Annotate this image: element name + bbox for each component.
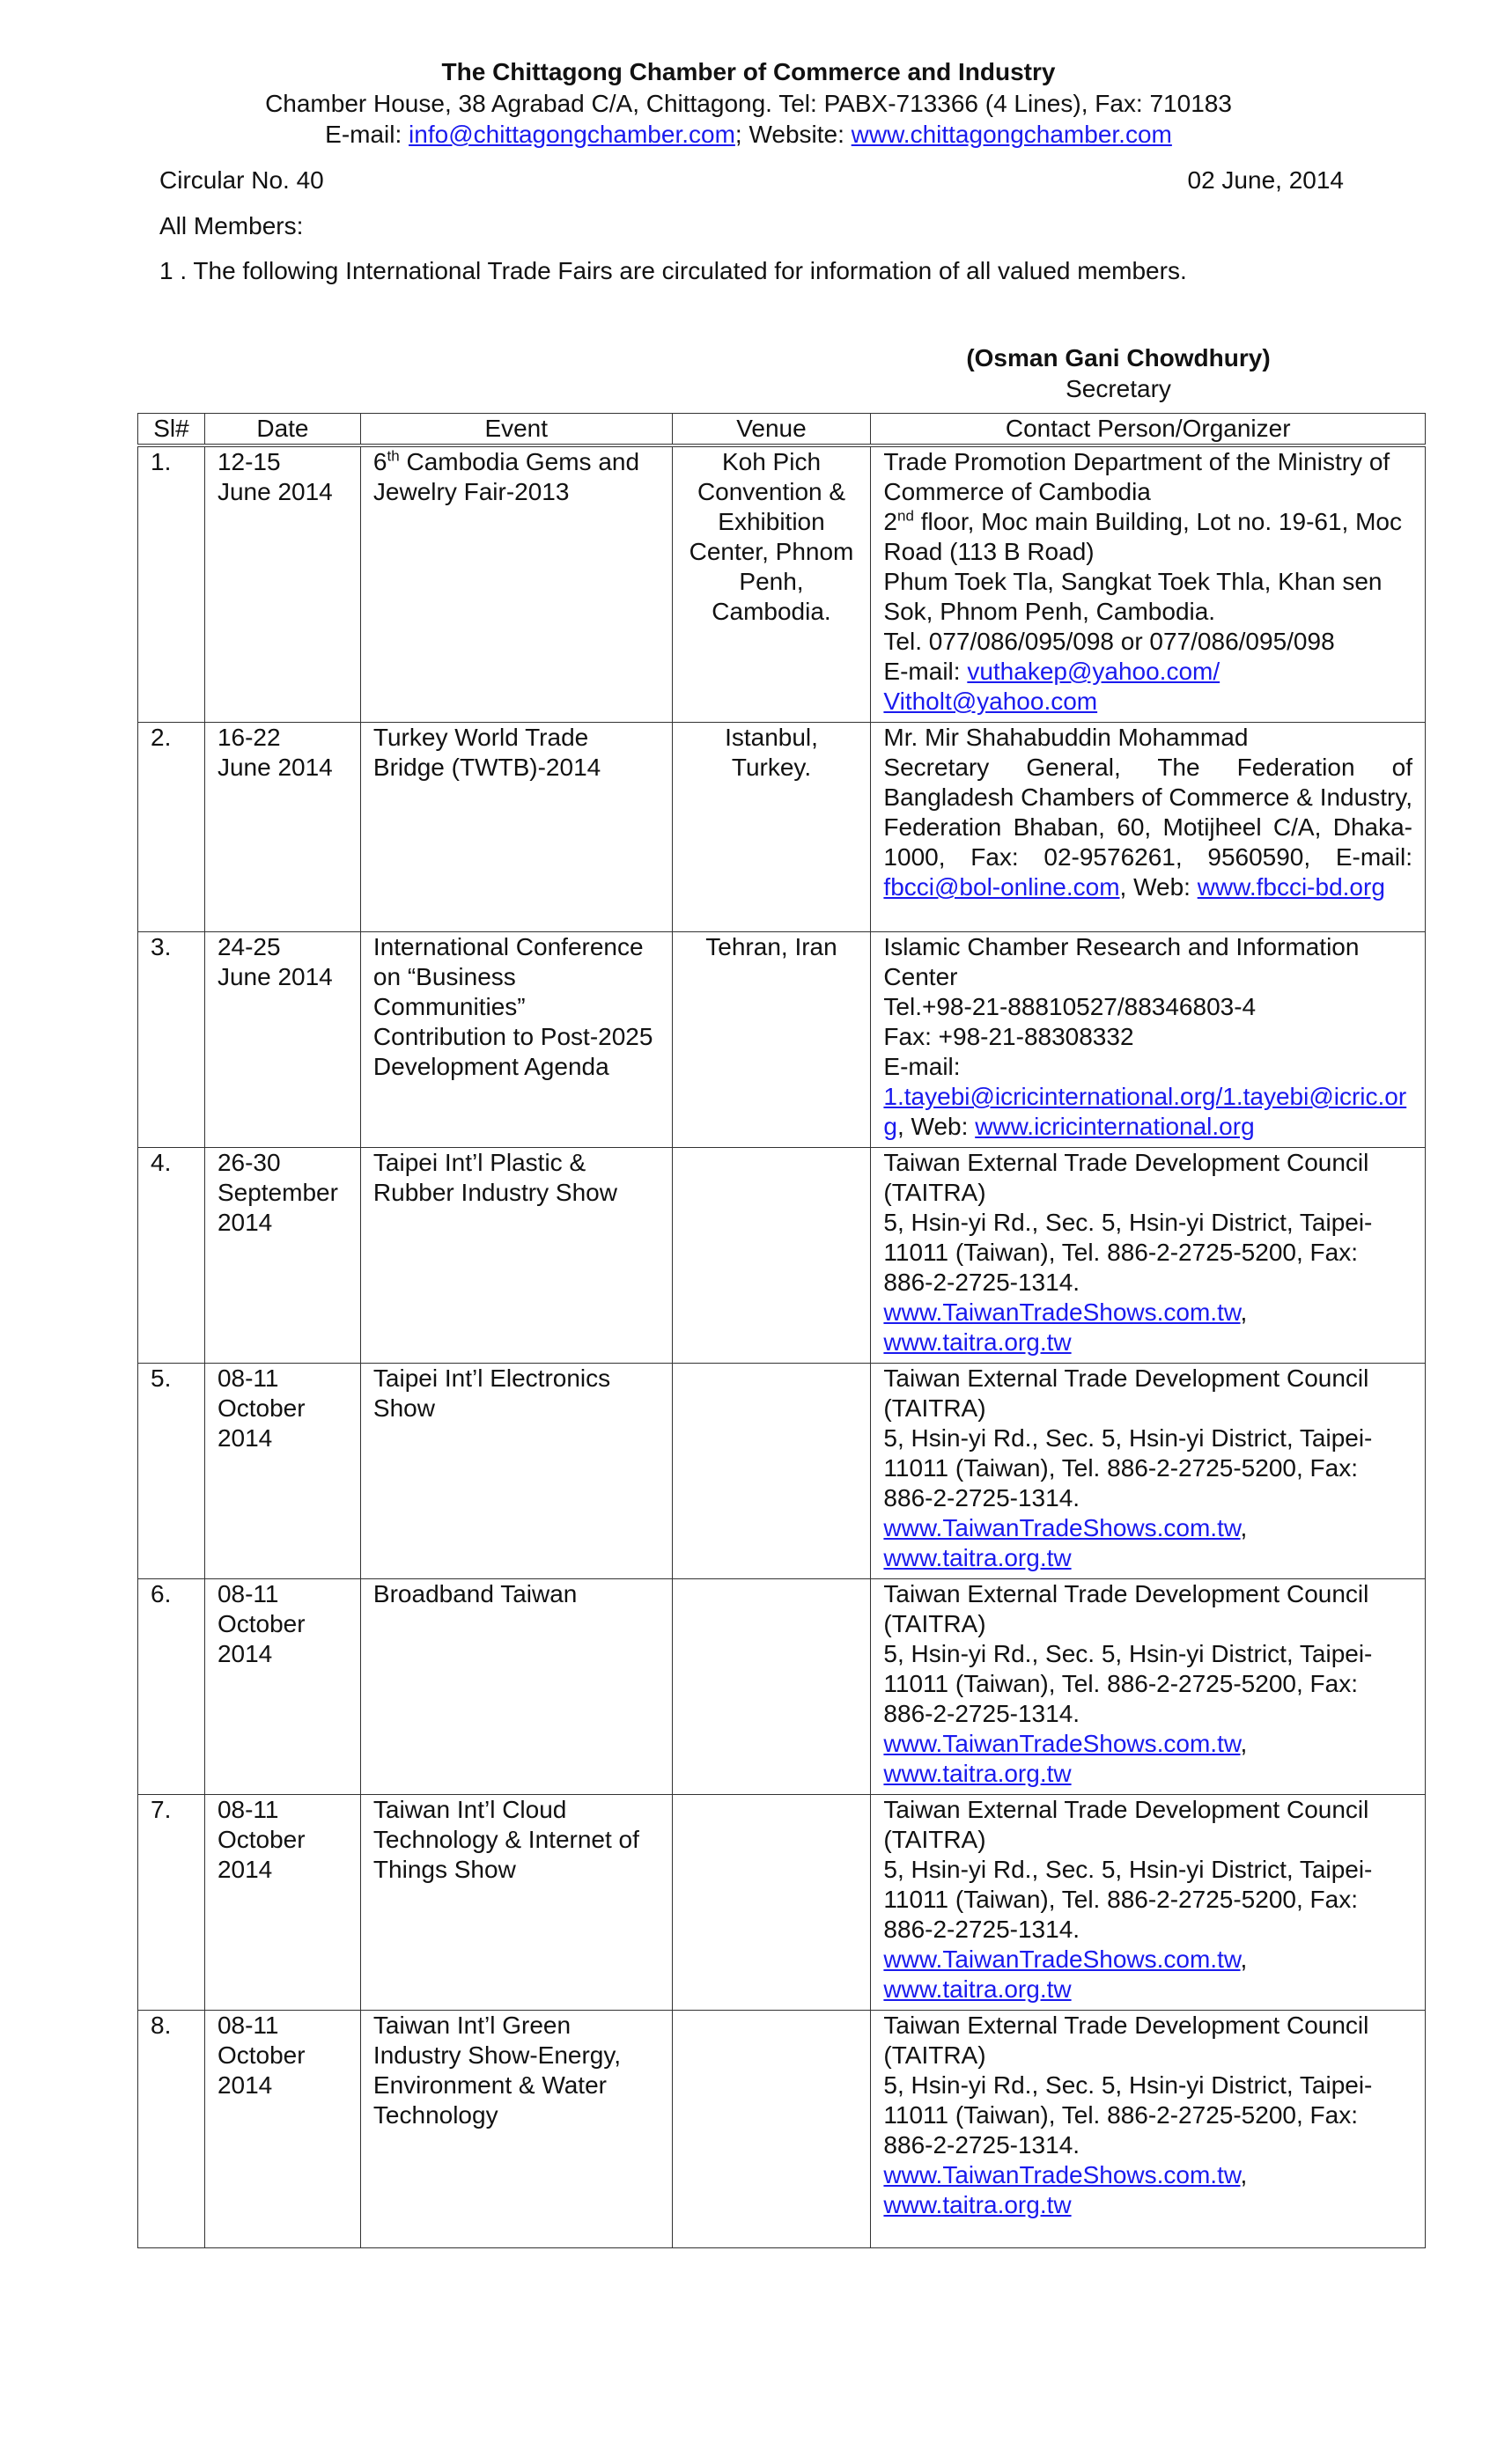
date-range: 26-30 <box>217 1149 281 1176</box>
date-month: June 2014 <box>217 963 333 990</box>
cell-event: Taiwan Int’l Cloud Technology & Internet of Things Show <box>360 1795 672 2011</box>
web-label: , Web: <box>1119 873 1198 901</box>
date-range: 08-11 <box>217 2012 279 2039</box>
cell-contact <box>871 723 1426 932</box>
header-event: Event <box>360 414 672 446</box>
cell-date <box>204 932 360 1148</box>
table-row <box>138 445 1426 723</box>
cell-contact <box>871 445 1426 723</box>
contact-web-link[interactable]: www.icricinternational.org <box>975 1113 1255 1140</box>
contact-web-link[interactable]: www.TaiwanTradeShows.com.tw <box>883 1945 1241 1973</box>
cell-date <box>204 1364 360 1579</box>
date-range: 08-11 <box>217 1580 279 1607</box>
contact-web-line-2 <box>883 2190 1412 2220</box>
cell-venue: Istanbul, Turkey. <box>672 723 871 932</box>
signatory-name: (Osman Gani Chowdhury) <box>966 344 1271 371</box>
web-label: , Web: <box>897 1113 976 1140</box>
cell-venue <box>672 2011 871 2248</box>
contact-org: Taiwan External Trade Development Council (TAITRA) <box>883 1149 1369 1206</box>
cell-event: Taiwan Int’l Green Industry Show-Energy, Environment & Water Technology <box>360 2011 672 2248</box>
date-month: June 2014 <box>217 478 333 505</box>
contact-web-line <box>883 2160 1412 2190</box>
contact-web-link[interactable]: www.TaiwanTradeShows.com.tw <box>883 1514 1241 1541</box>
table-row <box>138 1148 1426 1364</box>
cell-date <box>204 1579 360 1795</box>
signatory-title: Secretary <box>1066 375 1171 402</box>
contact-web-line <box>883 1729 1412 1759</box>
contact-address: 5, Hsin-yi Rd., Sec. 5, Hsin-yi District, Taipei-11011 (Taiwan), Tel. 886-2-2725-5200, Fax: 886-2-2725-1314. <box>883 1209 1373 1296</box>
contact-web-link[interactable]: www.taitra.org.tw <box>883 1328 1072 1356</box>
org-contact-line <box>0 121 1497 149</box>
org-email-link[interactable]: info@chittagongchamber.com <box>409 121 735 148</box>
cell-date <box>204 723 360 932</box>
date-month: October <box>217 1610 306 1637</box>
date-year: 2014 <box>217 1424 273 1452</box>
contact-org: Trade Promotion Department of the Ministry of Commerce of Cambodia <box>883 448 1390 505</box>
cell-contact <box>871 1795 1426 2011</box>
contact-address: 5, Hsin-yi Rd., Sec. 5, Hsin-yi District, Taipei-11011 (Taiwan), Tel. 886-2-2725-5200, Fax: 886-2-2725-1314. <box>883 1640 1373 1727</box>
contact-floor <box>883 507 1412 567</box>
cell-sl: 3. <box>138 932 205 1148</box>
email-label: E-mail: <box>883 658 968 685</box>
salutation: All Members: <box>159 212 304 239</box>
cell-sl: 7. <box>138 1795 205 2011</box>
contact-address: 5, Hsin-yi Rd., Sec. 5, Hsin-yi District, Taipei-11011 (Taiwan), Tel. 886-2-2725-5200, Fax: 886-2-2725-1314. <box>883 1856 1373 1943</box>
date-year: 2014 <box>217 2071 273 2099</box>
contact-web-line-2 <box>883 1543 1412 1573</box>
cell-sl: 1. <box>138 445 205 723</box>
cell-contact <box>871 1579 1426 1795</box>
contact-email-link[interactable]: fbcci@bol-online.com <box>883 873 1120 901</box>
cell-venue: Tehran, Iran <box>672 932 871 1148</box>
event-ordinal: 6 <box>372 448 387 475</box>
contact-web-link[interactable]: www.taitra.org.tw <box>883 1760 1072 1787</box>
contact-web-link[interactable]: www.fbcci-bd.org <box>1197 873 1385 901</box>
contact-email-link[interactable]: 1.tayebi@icricinternational.org/1.tayebi@icric.org <box>883 1083 1407 1140</box>
email-label: E-mail: <box>325 121 409 148</box>
web-separator: , <box>1240 2161 1248 2188</box>
table-row <box>138 2011 1426 2248</box>
cell-sl: 2. <box>138 723 205 932</box>
contact-web-link[interactable]: www.taitra.org.tw <box>883 1975 1072 2003</box>
header-date: Date <box>204 414 360 446</box>
cell-event: Taipei Int’l Electronics Show <box>360 1364 672 1579</box>
floor-number: 2 <box>883 508 897 535</box>
contact-address: Phum Toek Tla, Sangkat Toek Thla, Khan sen Sok, Phnom Penh, Cambodia. <box>883 568 1383 625</box>
cell-date <box>204 2011 360 2248</box>
header-contact: Contact Person/Organizer <box>871 414 1426 446</box>
table-row <box>138 1579 1426 1795</box>
contact-org: Taiwan External Trade Development Council (TAITRA) <box>883 1580 1369 1637</box>
contact-address: 5, Hsin-yi Rd., Sec. 5, Hsin-yi District, Taipei-11011 (Taiwan), Tel. 886-2-2725-5200, Fax: 886-2-2725-1314. <box>883 2071 1373 2159</box>
cell-venue: Koh Pich Convention & Exhibition Center, Phnom Penh, Cambodia. <box>672 445 871 723</box>
contact-web-link[interactable]: www.taitra.org.tw <box>883 2191 1072 2218</box>
contact-web-line-2 <box>883 1759 1412 1789</box>
contact-tel: Tel.+98-21-88810527/88346803-4 <box>883 993 1257 1020</box>
date-month: October <box>217 2041 306 2069</box>
date-range: 08-11 <box>217 1796 279 1823</box>
cell-date <box>204 445 360 723</box>
contact-web-link[interactable]: www.TaiwanTradeShows.com.tw <box>883 2161 1241 2188</box>
date-range: 08-11 <box>217 1364 279 1392</box>
floor-address: floor, Moc main Building, Lot no. 19-61, Moc Road (113 B Road) <box>883 508 1402 565</box>
cell-contact <box>871 1364 1426 1579</box>
floor-suffix: nd <box>897 507 914 525</box>
contact-email-web <box>883 1082 1412 1142</box>
contact-web-link[interactable]: www.taitra.org.tw <box>883 1544 1072 1571</box>
cell-sl: 8. <box>138 2011 205 2248</box>
web-separator: , <box>1240 1514 1248 1541</box>
web-separator: , <box>1240 1298 1248 1326</box>
cell-contact <box>871 2011 1426 2248</box>
cell-contact <box>871 1148 1426 1364</box>
contact-web-line <box>883 1513 1412 1543</box>
cell-venue <box>672 1364 871 1579</box>
contact-email-link[interactable]: vuthakep@yahoo.com/ <box>967 658 1220 685</box>
contact-web-link[interactable]: www.TaiwanTradeShows.com.tw <box>883 1298 1241 1326</box>
date-month: October <box>217 1826 306 1853</box>
circular-date: 02 June, 2014 <box>1187 166 1344 194</box>
contact-email-line-2 <box>883 687 1412 717</box>
contact-web-line <box>883 1945 1412 1975</box>
table-header-row <box>138 414 1426 446</box>
date-range: 12-15 <box>217 448 281 475</box>
date-year: 2014 <box>217 1209 273 1236</box>
org-address: Chamber House, 38 Agrabad C/A, Chittagong. Tel: PABX-713366 (4 Lines), Fax: 710183 <box>265 90 1232 117</box>
cell-contact <box>871 932 1426 1148</box>
date-range: 24-25 <box>217 933 281 960</box>
contact-web-link[interactable]: www.TaiwanTradeShows.com.tw <box>883 1730 1241 1757</box>
cell-venue <box>672 1148 871 1364</box>
cell-sl: 4. <box>138 1148 205 1364</box>
cell-sl: 6. <box>138 1579 205 1795</box>
web-separator: , <box>1240 1945 1248 1973</box>
cell-sl: 5. <box>138 1364 205 1579</box>
contact-org: Taiwan External Trade Development Council (TAITRA) <box>883 1796 1369 1853</box>
contact-web-line <box>883 1298 1412 1328</box>
contact-text: Secretary General, The Federation of Bangladesh Chambers of Commerce & Industry, Federation Bhaban, 60, Motijheel C/A, Dhaka-1000, Fax: 02-9576261, 9560590, E-mail: <box>883 754 1412 871</box>
table-row <box>138 932 1426 1148</box>
header-sl: Sl# <box>138 414 205 446</box>
date-year: 2014 <box>217 1640 273 1667</box>
date-month: September <box>217 1179 338 1206</box>
contact-email-link[interactable]: Vitholt@yahoo.com <box>883 688 1098 715</box>
contact-email-line <box>883 657 1412 687</box>
cell-event: International Conference on “Business Communities” Contribution to Post-2025 Development Agenda <box>360 932 672 1148</box>
header-venue: Venue <box>672 414 871 446</box>
contact-details <box>883 753 1412 902</box>
table-row <box>138 723 1426 932</box>
cell-venue <box>672 1579 871 1795</box>
email-label: E-mail: <box>883 1053 961 1080</box>
website-label: ; Website: <box>734 121 852 148</box>
cell-event <box>360 445 672 723</box>
contact-tel: Tel. 077/086/095/098 or 077/086/095/098 <box>883 628 1335 655</box>
contact-web-line-2 <box>883 1328 1412 1357</box>
web-separator: , <box>1240 1730 1248 1757</box>
contact-fax: Fax: +98-21-88308332 <box>883 1023 1134 1050</box>
date-month: October <box>217 1394 306 1422</box>
cell-date <box>204 1148 360 1364</box>
cell-event: Broadband Taiwan <box>360 1579 672 1795</box>
cell-date <box>204 1795 360 2011</box>
event-ordinal-suffix: th <box>387 447 400 465</box>
circular-number: Circular No. 40 <box>159 166 324 194</box>
date-month: June 2014 <box>217 754 333 781</box>
trade-fairs-table <box>137 413 1426 2248</box>
contact-web-line-2 <box>883 1975 1412 2004</box>
org-website-link[interactable]: www.chittagongchamber.com <box>851 121 1172 148</box>
cell-event: Taipei Int’l Plastic & Rubber Industry Show <box>360 1148 672 1364</box>
contact-org: Taiwan External Trade Development Council (TAITRA) <box>883 2012 1369 2069</box>
contact-name: Mr. Mir Shahabuddin Mohammad <box>883 724 1249 751</box>
cell-venue <box>672 1795 871 2011</box>
contact-org: Taiwan External Trade Development Council (TAITRA) <box>883 1364 1369 1422</box>
table-row <box>138 1364 1426 1579</box>
contact-org: Islamic Chamber Research and Information Center <box>883 933 1360 990</box>
cell-event: Turkey World Trade Bridge (TWTB)-2014 <box>360 723 672 932</box>
date-year: 2014 <box>217 1856 273 1883</box>
org-name: The Chittagong Chamber of Commerce and Industry <box>441 58 1056 85</box>
event-name: Cambodia Gems and Jewelry Fair-2013 <box>372 448 640 505</box>
intro-paragraph: 1 . The following International Trade Fairs are circulated for information of all valued members. <box>159 257 1187 284</box>
date-range: 16-22 <box>217 724 281 751</box>
contact-address: 5, Hsin-yi Rd., Sec. 5, Hsin-yi District, Taipei-11011 (Taiwan), Tel. 886-2-2725-5200, Fax: 886-2-2725-1314. <box>883 1424 1373 1511</box>
table-row <box>138 1795 1426 2011</box>
